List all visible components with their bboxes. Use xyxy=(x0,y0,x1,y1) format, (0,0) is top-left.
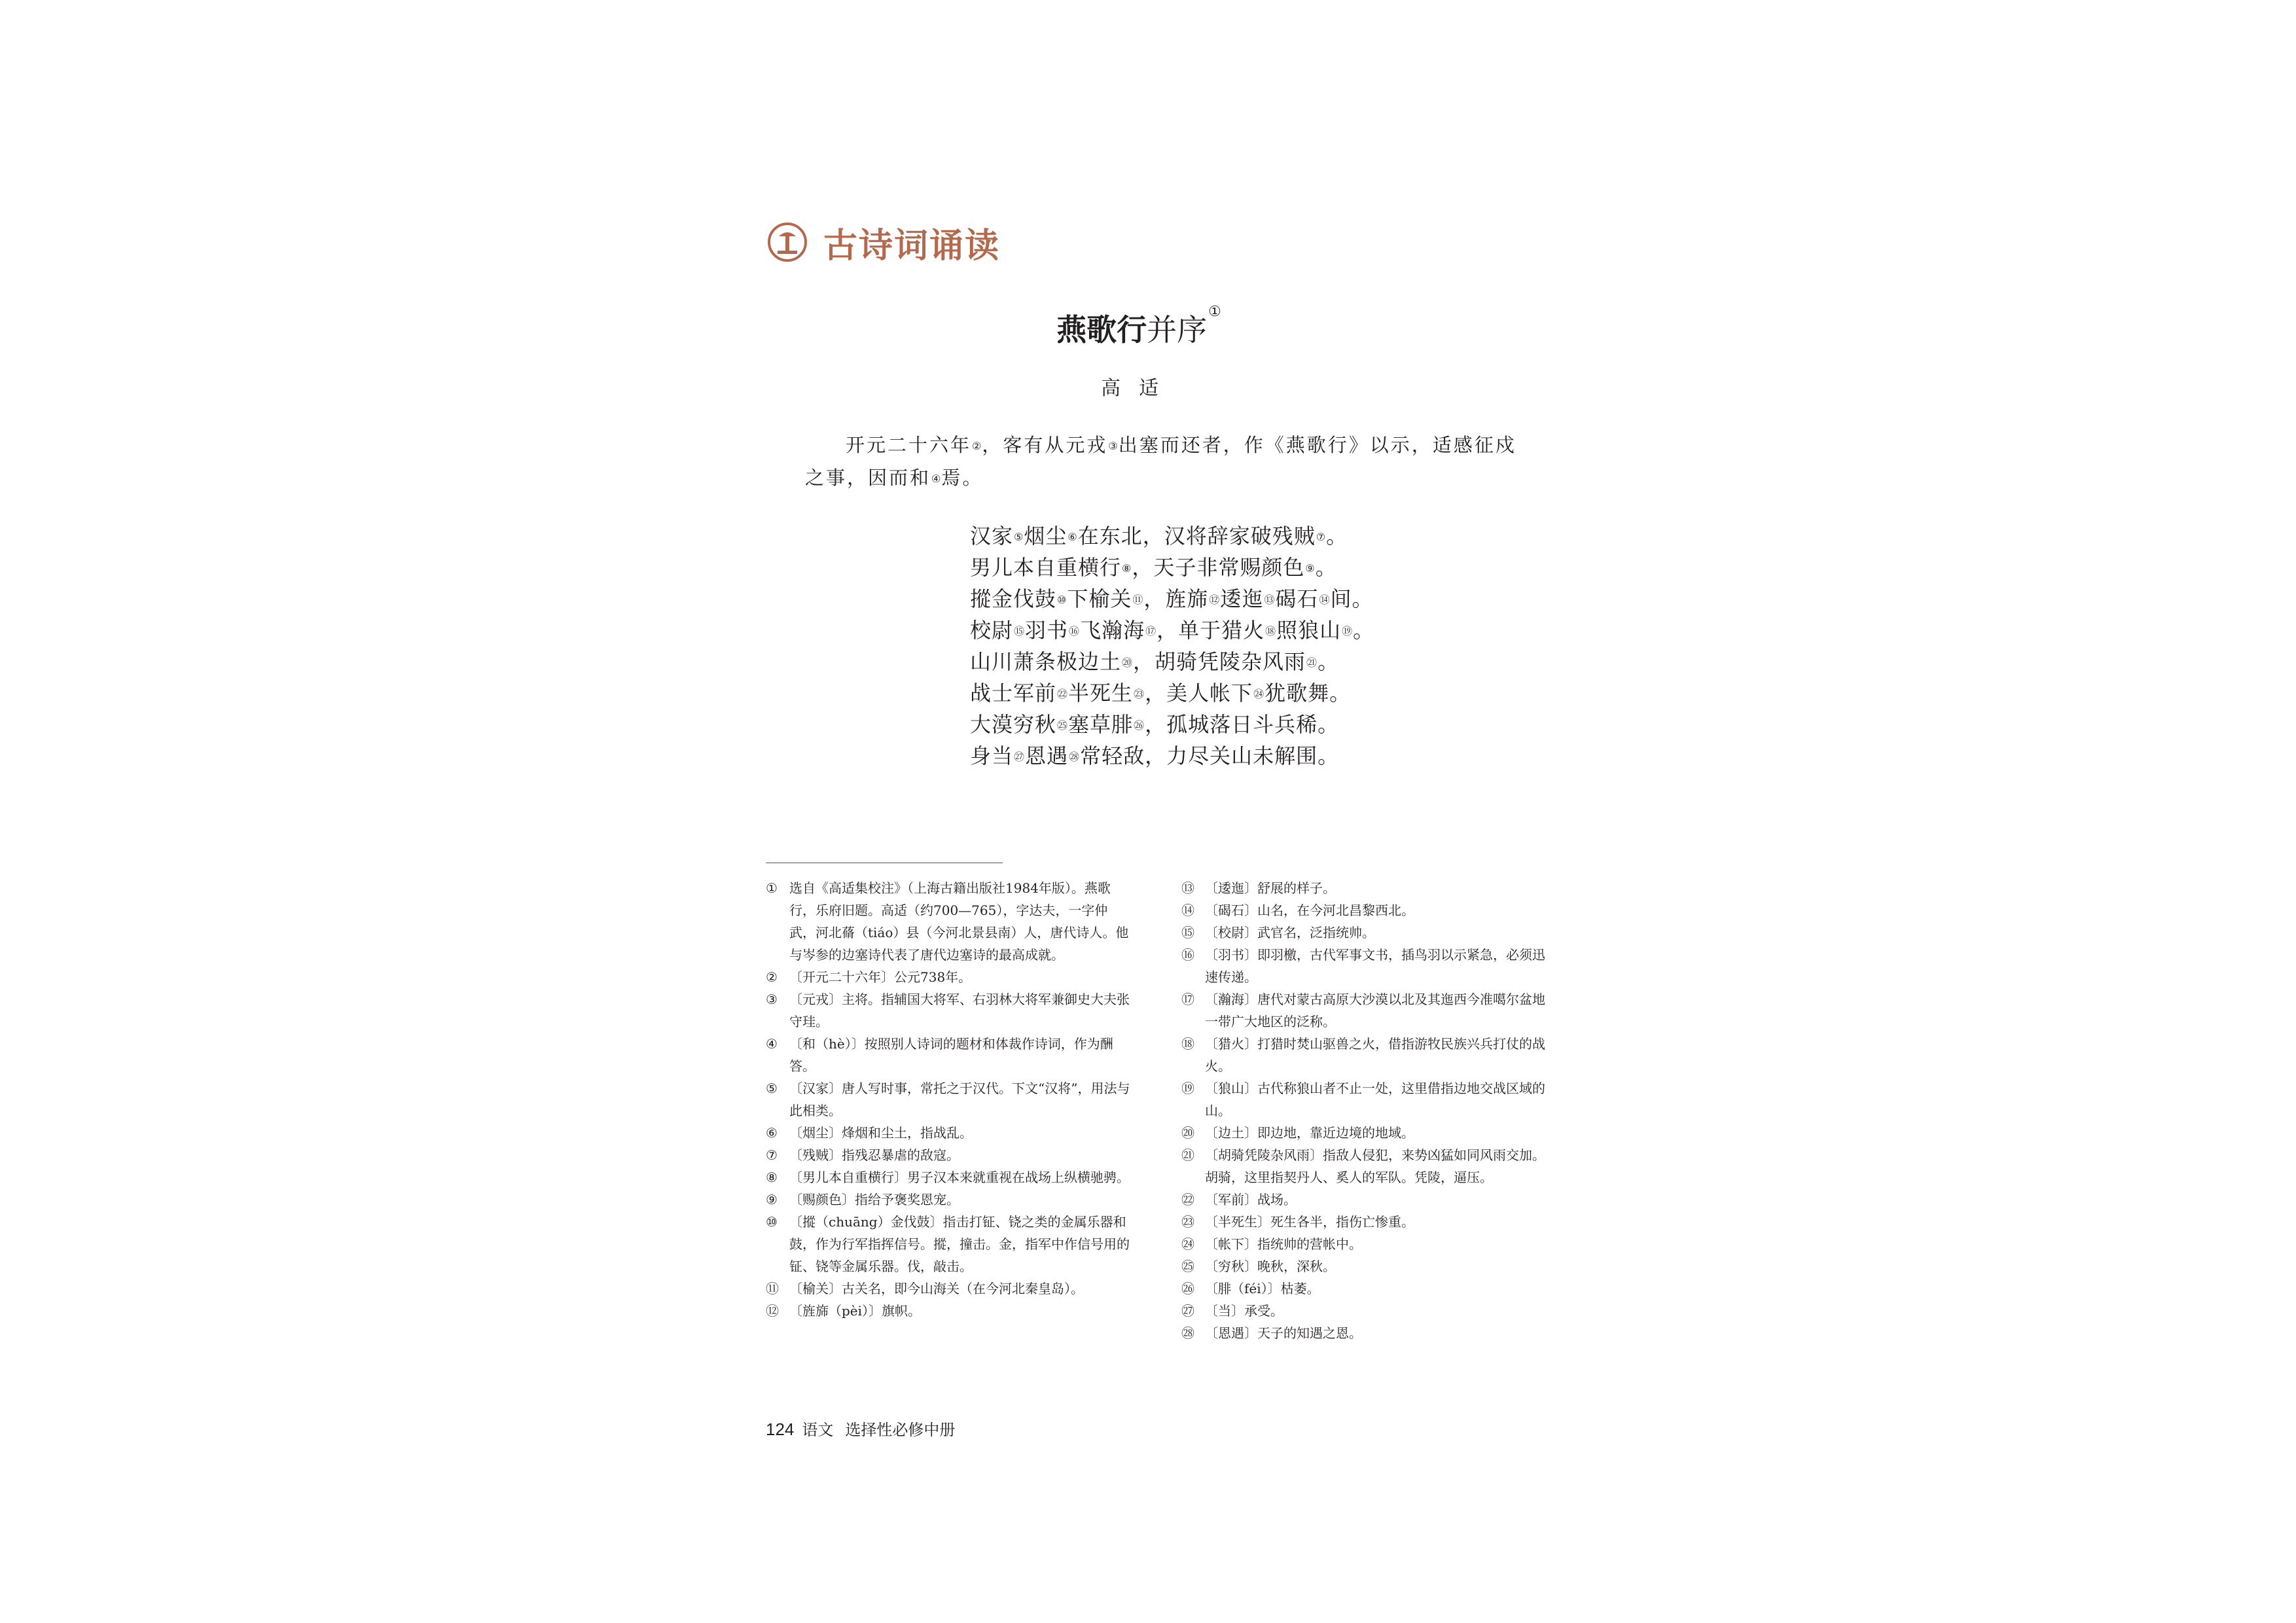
poem-title-main: 燕歌行 xyxy=(1056,312,1147,348)
footnote-number: ⑯ xyxy=(1181,947,1194,963)
book-name: 选择性必修中册 xyxy=(845,1421,956,1439)
footnote-text: 〔残贼〕指残忍暴虐的敌寇。 xyxy=(789,1147,960,1163)
text-segment: 战士军前 xyxy=(970,681,1057,705)
footnote-item xyxy=(766,1188,1132,1211)
footnote-text: 〔旌旆（pèi）〕旗帜。 xyxy=(789,1303,922,1319)
footnote-number: ⑰ xyxy=(1181,991,1194,1007)
footnote-ref: ㉒ xyxy=(1057,688,1068,700)
footnote-ref: ⑱ xyxy=(1265,625,1276,637)
footnote-item xyxy=(1181,1255,1551,1277)
text-segment: 山川萧条极边土 xyxy=(970,649,1122,674)
footnote-number: ㉕ xyxy=(1181,1258,1194,1274)
section-title: 古诗词诵读 xyxy=(823,225,1001,266)
footnote-number: ㉒ xyxy=(1181,1192,1194,1207)
footnote-item xyxy=(1181,921,1551,944)
footnote-number: ⑫ xyxy=(766,1303,779,1319)
footnote-number: ⑤ xyxy=(766,1080,778,1096)
footnote-item xyxy=(766,1144,1132,1166)
footnote-text: 〔军前〕战场。 xyxy=(1205,1192,1297,1207)
text-segment: ，客有从元戎 xyxy=(982,434,1108,456)
footnote-ref: ⑲ xyxy=(1342,625,1353,637)
text-segment: 汉家 xyxy=(970,524,1014,548)
footnote-ref: ⑭ xyxy=(1319,594,1330,606)
footnote-ref: ㉗ xyxy=(1014,751,1025,763)
footnote-item xyxy=(766,877,1132,966)
footnote-text: 〔元戎〕主将。指辅国大将军、右羽林大将军兼御史大夫张守珪。 xyxy=(789,991,1130,1029)
poem-line xyxy=(970,709,1374,740)
poem-body xyxy=(970,520,1374,772)
footnote-item xyxy=(1181,944,1551,988)
footnote-number: ⑥ xyxy=(766,1125,778,1141)
footnote-number: ㉗ xyxy=(1181,1303,1194,1319)
footnote-text: 选自《高适集校注》（上海古籍出版社1984年版）。燕歌行，乐府旧题。高适（约700—765），字达夫，一字仲武，河北蓨（tiáo）县（今河北景县南）人，唐代诗人。他与岑参的边塞诗代表了唐代边塞诗的最高成就。 xyxy=(789,880,1129,963)
text-segment: 。 xyxy=(1353,618,1375,643)
text-segment: ，天子非常赐颜色 xyxy=(1132,555,1305,580)
footnote-number: ㉑ xyxy=(1181,1147,1194,1163)
footnote-item xyxy=(766,1122,1132,1144)
footnote-text: 〔猎火〕打猎时焚山驱兽之火，借指游牧民族兴兵打仗的战火。 xyxy=(1205,1036,1545,1074)
footnote-ref: ⑫ xyxy=(1209,594,1220,606)
footnote-text: 〔男儿本自重横行〕男子汉本来就重视在战场上纵横驰骋。 xyxy=(789,1169,1130,1185)
footnote-ref: ⑧ xyxy=(1122,562,1132,575)
footnote-number: ⑱ xyxy=(1181,1036,1194,1052)
text-segment: 。 xyxy=(1318,649,1340,674)
footnote-text: 〔开元二十六年〕公元738年。 xyxy=(789,969,972,985)
footnote-text: 〔摐（chuāng）金伐鼓〕指击打钲、铙之类的金属乐器和鼓，作为行军指挥信号。摐，撞击。金，指军中作信号用的钲、铙等金属乐器。伐，敲击。 xyxy=(789,1214,1130,1274)
footnote-number: ④ xyxy=(766,1036,778,1052)
poem-preface xyxy=(805,429,1518,494)
text-segment: ，旌旆 xyxy=(1143,586,1209,611)
footnote-item xyxy=(1181,1322,1551,1344)
footnote-item xyxy=(1181,899,1551,921)
text-segment: 身当 xyxy=(970,743,1014,768)
text-segment: 男儿本自重横行 xyxy=(970,555,1122,580)
footnote-number: ㉔ xyxy=(1181,1236,1194,1252)
footnote-item xyxy=(1181,1188,1551,1211)
footnote-number: ⑪ xyxy=(766,1281,779,1296)
pavilion-icon xyxy=(767,222,808,262)
footnote-item xyxy=(1181,1233,1551,1255)
footnote-item xyxy=(1181,1122,1551,1144)
text-segment: 碣石 xyxy=(1275,586,1319,611)
footnote-number: ⑮ xyxy=(1181,925,1194,940)
poem-title-sub: 并序 xyxy=(1147,312,1208,348)
footnote-item xyxy=(1181,1277,1551,1300)
footnote-ref: ㉕ xyxy=(1057,719,1068,732)
footnote-number: ① xyxy=(766,880,778,896)
footnote-text: 〔狼山〕古代称狼山者不止一处，这里借指边地交战区域的山。 xyxy=(1205,1080,1545,1118)
footnote-number: ③ xyxy=(766,991,778,1007)
footnote-number: ⑳ xyxy=(1181,1125,1194,1141)
footnote-text: 〔赐颜色〕指给予褒奖恩宠。 xyxy=(789,1192,960,1207)
footnote-item xyxy=(1181,1300,1551,1322)
footnote-number: ⑦ xyxy=(766,1147,778,1163)
text-segment: 焉。 xyxy=(941,467,984,489)
page-footer xyxy=(766,1417,955,1440)
poem-line xyxy=(970,740,1374,772)
text-segment: 摐金伐鼓 xyxy=(970,586,1057,611)
text-segment: 照狼山 xyxy=(1276,618,1342,643)
poem-title xyxy=(720,306,1558,349)
poem-line xyxy=(970,583,1374,615)
poem-author: 高适 xyxy=(1101,377,1177,400)
footnote-text: 〔半死生〕死生各半，指伤亡惨重。 xyxy=(1205,1214,1414,1230)
footnote-number: ㉘ xyxy=(1181,1325,1194,1341)
footnote-item xyxy=(1181,1211,1551,1233)
footnote-text: 〔边土〕即边地，靠近边境的地域。 xyxy=(1205,1125,1414,1141)
text-segment: 羽书 xyxy=(1025,618,1069,643)
text-segment: 开元二十六年 xyxy=(846,434,972,456)
footnote-number: ⑭ xyxy=(1181,902,1194,918)
footnote-text: 〔胡骑凭陵杂风雨〕指敌人侵犯，来势凶猛如同风雨交加。胡骑，这里指契丹人、奚人的军队。凭陵，逼压。 xyxy=(1205,1147,1545,1185)
footnote-text: 〔碣石〕山名，在今河北昌黎西北。 xyxy=(1205,902,1414,918)
footnote-number: ⑨ xyxy=(766,1192,778,1207)
text-segment: 。 xyxy=(1326,524,1348,548)
footnote-text: 〔瀚海〕唐代对蒙古高原大沙漠以北及其迤西今准噶尔盆地一带广大地区的泛称。 xyxy=(1205,991,1545,1029)
footnote-ref: ⑯ xyxy=(1069,625,1080,637)
footnote-item xyxy=(766,1300,1132,1322)
footnote-ref: ⑤ xyxy=(1014,531,1024,543)
footnote-text: 〔羽书〕即羽檄，古代军事文书，插鸟羽以示紧急，必须迅速传递。 xyxy=(1205,947,1545,985)
footnote-text: 〔和（hè）〕按照别人诗词的题材和体裁作诗词，作为酬答。 xyxy=(789,1036,1113,1074)
footnote-text: 〔烟尘〕烽烟和尘土，指战乱。 xyxy=(789,1125,973,1141)
footnote-ref: ③ xyxy=(1108,440,1118,452)
footnote-ref: ⑥ xyxy=(1067,531,1077,543)
footnote-text: 〔帐下〕指统帅的营帐中。 xyxy=(1205,1236,1362,1252)
poem-line xyxy=(970,646,1374,677)
text-segment: 大漠穷秋 xyxy=(970,712,1057,737)
footnote-item xyxy=(1181,1077,1551,1122)
footnote-item xyxy=(1181,1144,1551,1188)
footnote-item xyxy=(1181,1033,1551,1077)
footnote-number: ⑩ xyxy=(766,1214,778,1230)
text-segment: 校尉 xyxy=(970,618,1014,643)
footnote-ref: ⑰ xyxy=(1145,625,1157,637)
footnote-item xyxy=(766,1166,1132,1188)
footnote-item xyxy=(1181,988,1551,1033)
text-segment: 常轻敌，力尽关山未解围。 xyxy=(1080,743,1340,768)
section-header xyxy=(767,216,1000,268)
footnote-ref: ㉓ xyxy=(1134,688,1145,700)
footnote-number: ⑧ xyxy=(766,1169,778,1185)
footnote-ref: ⑳ xyxy=(1122,656,1133,669)
footnotes-right-column xyxy=(1181,877,1551,1344)
footnote-number: ⑲ xyxy=(1181,1080,1194,1096)
footnote-item xyxy=(766,1277,1132,1300)
text-segment: 犹歌舞。 xyxy=(1265,681,1352,705)
poem-line xyxy=(970,615,1374,646)
footnote-text: 〔恩遇〕天子的知遇之恩。 xyxy=(1205,1325,1362,1341)
text-segment: 间。 xyxy=(1330,586,1374,611)
title-footnote-ref: ① xyxy=(1208,304,1221,320)
footnote-number: ② xyxy=(766,969,778,985)
footnote-ref: ⑨ xyxy=(1305,562,1315,575)
text-segment: 半死生 xyxy=(1068,681,1134,705)
footnotes-left-column xyxy=(766,877,1132,1322)
text-segment: 恩遇 xyxy=(1025,743,1069,768)
footnote-ref: ⑦ xyxy=(1316,531,1326,543)
footnote-item xyxy=(766,1211,1132,1277)
poem-line xyxy=(970,520,1374,552)
footnote-number: ㉖ xyxy=(1181,1281,1194,1296)
text-segment: 在东北，汉将辞家破残贼 xyxy=(1077,524,1316,548)
footnote-ref: ㉘ xyxy=(1069,751,1080,763)
footnote-ref: ⑩ xyxy=(1057,594,1067,606)
footnote-text: 〔穷秋〕晚秋，深秋。 xyxy=(1205,1258,1336,1274)
footnote-ref: ④ xyxy=(931,473,941,485)
text-segment: 。 xyxy=(1315,555,1337,580)
text-segment: 下榆关 xyxy=(1067,586,1132,611)
text-segment: ，胡骑凭陵杂风雨 xyxy=(1133,649,1306,674)
footnote-item xyxy=(766,966,1132,988)
footnote-ref: ㉖ xyxy=(1134,719,1145,732)
text-segment: 出塞而还者，作《燕歌行》以示，适感征戍之事，因而和 xyxy=(805,434,1516,489)
footnote-ref: ㉔ xyxy=(1253,688,1265,700)
footnote-ref: ② xyxy=(972,440,982,452)
poem-line xyxy=(970,677,1374,709)
footnote-text: 〔汉家〕唐人写时事，常托之于汉代。下文“汉将”，用法与此相类。 xyxy=(789,1080,1130,1118)
footnote-item xyxy=(766,988,1132,1033)
footnote-text: 〔校尉〕武官名，泛指统帅。 xyxy=(1205,925,1375,940)
footnote-number: ⑬ xyxy=(1181,880,1194,896)
text-segment: ，孤城落日斗兵稀。 xyxy=(1145,712,1340,737)
footnote-ref: ⑮ xyxy=(1014,625,1025,637)
footnote-ref: ⑪ xyxy=(1132,594,1143,606)
text-segment: 飞瀚海 xyxy=(1080,618,1145,643)
text-segment: ，美人帐下 xyxy=(1145,681,1253,705)
footnote-item xyxy=(766,1077,1132,1122)
footnote-text: 〔榆关〕古关名，即今山海关（在今河北秦皇岛）。 xyxy=(789,1281,1084,1296)
text-segment: 塞草腓 xyxy=(1068,712,1134,737)
footnote-item xyxy=(766,1033,1132,1077)
text-segment: ，单于猎火 xyxy=(1157,618,1265,643)
footnote-number: ㉓ xyxy=(1181,1214,1194,1230)
subject-name: 语文 xyxy=(802,1421,834,1439)
text-segment: 逶迤 xyxy=(1220,586,1264,611)
footnote-item xyxy=(1181,877,1551,899)
footnote-ref: ⑬ xyxy=(1264,594,1275,606)
poem-line xyxy=(970,552,1374,583)
footnote-text: 〔当〕承受。 xyxy=(1205,1303,1283,1319)
page-number: 124 xyxy=(766,1419,795,1439)
text-segment: 烟尘 xyxy=(1024,524,1067,548)
footnote-text: 〔腓（féi）〕枯萎。 xyxy=(1205,1281,1320,1296)
footnote-text: 〔逶迤〕舒展的样子。 xyxy=(1205,880,1336,896)
footnote-ref: ㉑ xyxy=(1306,656,1318,669)
